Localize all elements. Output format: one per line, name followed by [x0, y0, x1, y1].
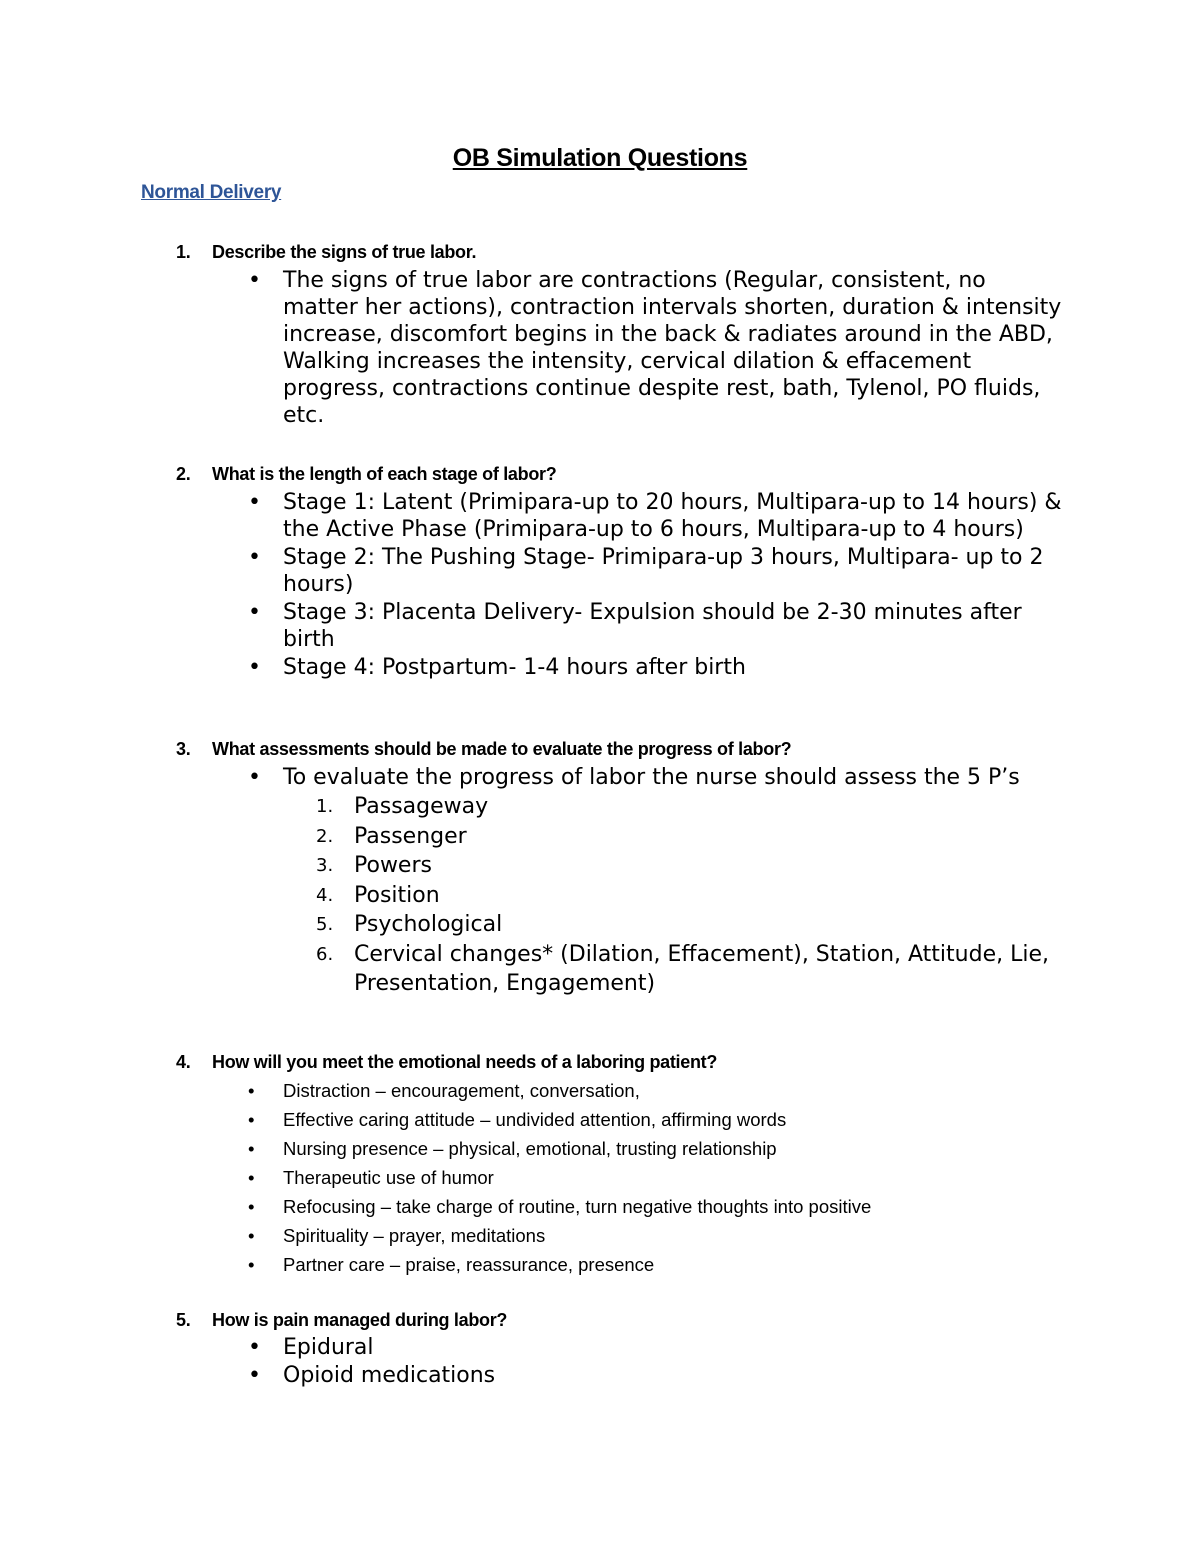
list-item	[244, 1362, 1064, 1389]
bullet-icon: •	[248, 1138, 255, 1159]
answer-text: Partner care – praise, reassurance, presence	[283, 1254, 655, 1275]
question-text: How will you meet the emotional needs of a laboring patient?	[212, 1052, 718, 1072]
question-text: What assessments should be made to evaluate the progress of labor?	[212, 739, 792, 759]
question-2	[176, 464, 556, 485]
list-item	[244, 654, 1064, 681]
item-number: 1.	[316, 796, 334, 817]
list-item	[244, 544, 1064, 598]
item-text: Passageway	[354, 794, 489, 819]
question-number: 4.	[176, 1052, 191, 1072]
question-number: 5.	[176, 1310, 191, 1330]
question-number: 1.	[176, 242, 191, 262]
bullet-icon: •	[248, 765, 261, 790]
answer-text: The signs of true labor are contractions (Regular, consistent, no matter her actions), contraction intervals shorten, duration & intensity increase, discomfort begins in the back & radiates around in the ABD, Walking increases the intensity, cervical dilation & effacement progress, contractions continue despite rest, bath, Tylenol, PO fluids, etc.	[283, 268, 1062, 428]
question-4	[176, 1052, 717, 1073]
item-number: 2.	[316, 825, 334, 847]
list-item	[244, 1105, 1064, 1134]
item-text: Cervical changes* (Dilation, Effacement), Station, Attitude, Lie, Presentation, Engagement)	[354, 941, 1049, 996]
answer-text: Refocusing – take charge of routine, turn negative thoughts into positive	[283, 1196, 872, 1217]
answer-list-1	[244, 267, 1064, 430]
list-item	[283, 852, 1064, 881]
list-item	[244, 1334, 1064, 1361]
item-text: Position	[354, 882, 440, 908]
answer-text: Stage 1: Latent (Primipara-up to 20 hours, Multipara-up to 14 hours) & the Active Phase (Primipara-up to 6 hours, Multipara-up to 4 hours)	[283, 490, 1062, 542]
answer-text: Epidural	[283, 1335, 374, 1360]
answer-text: Distraction – encouragement, conversation,	[283, 1080, 640, 1101]
section-heading: Normal Delivery	[141, 182, 282, 203]
item-text: Psychological	[354, 912, 503, 938]
question-number: 2.	[176, 464, 191, 484]
bullet-icon: •	[248, 1254, 255, 1275]
document-title: OB Simulation Questions	[452, 144, 748, 172]
list-item	[244, 1076, 1064, 1105]
question-5	[176, 1310, 507, 1331]
list-item	[244, 1250, 1064, 1279]
answer-text: Spirituality – prayer, meditations	[283, 1225, 546, 1246]
bullet-icon: •	[248, 1080, 255, 1101]
question-text: What is the length of each stage of labor?	[212, 464, 557, 484]
item-number: 4.	[316, 884, 334, 906]
answer-text: Stage 3: Placenta Delivery- Expulsion should be 2-30 minutes after birth	[283, 600, 1022, 652]
answer-text: Stage 4: Postpartum- 1-4 hours after birth	[283, 655, 746, 680]
five-ps-list	[283, 793, 1064, 998]
item-text: Passenger	[354, 823, 467, 849]
question-1	[176, 242, 476, 263]
answer-text: Therapeutic use of humor	[283, 1167, 494, 1188]
bullet-icon: •	[248, 1335, 261, 1360]
answer-text: Stage 2: The Pushing Stage- Primipara-up 3 hours, Multipara- up to 2 hours)	[283, 545, 1044, 597]
list-item	[283, 882, 1064, 911]
list-item	[244, 489, 1064, 543]
question-number: 3.	[176, 739, 191, 759]
question-3	[176, 739, 791, 760]
bullet-icon: •	[248, 1225, 255, 1246]
answer-text: Nursing presence – physical, emotional, trusting relationship	[283, 1138, 777, 1159]
answer-text: To evaluate the progress of labor the nurse should assess the 5 P’s	[283, 765, 1020, 790]
list-item	[283, 793, 1064, 822]
list-item	[244, 1221, 1064, 1250]
bullet-icon: •	[248, 490, 261, 515]
list-item	[244, 267, 1064, 429]
bullet-icon: •	[248, 655, 261, 680]
answer-text: Opioid medications	[283, 1363, 496, 1388]
answer-text: Effective caring attitude – undivided attention, affirming words	[283, 1109, 787, 1130]
bullet-icon: •	[248, 1196, 255, 1217]
item-number: 5.	[316, 914, 334, 936]
bullet-icon: •	[248, 1167, 255, 1188]
list-item	[283, 911, 1064, 940]
bullet-icon: •	[248, 268, 261, 293]
bullet-icon: •	[248, 545, 261, 570]
list-item	[244, 764, 1064, 998]
list-item	[244, 1134, 1064, 1163]
item-number: 3.	[316, 855, 334, 877]
bullet-icon: •	[248, 600, 261, 625]
list-item	[244, 1192, 1064, 1221]
item-number: 6.	[316, 943, 334, 965]
answer-list-2	[244, 489, 1064, 682]
question-text: How is pain managed during labor?	[212, 1310, 508, 1330]
answer-list-4	[244, 1076, 1064, 1279]
list-item	[244, 599, 1064, 653]
list-item	[283, 941, 1064, 998]
bullet-icon: •	[248, 1363, 261, 1388]
answer-list-3	[244, 764, 1064, 999]
item-text: Powers	[354, 853, 432, 879]
list-item	[244, 1163, 1064, 1192]
bullet-icon: •	[248, 1109, 255, 1130]
list-item	[283, 823, 1064, 852]
question-text: Describe the signs of true labor.	[212, 242, 477, 262]
answer-list-5	[244, 1334, 1064, 1390]
